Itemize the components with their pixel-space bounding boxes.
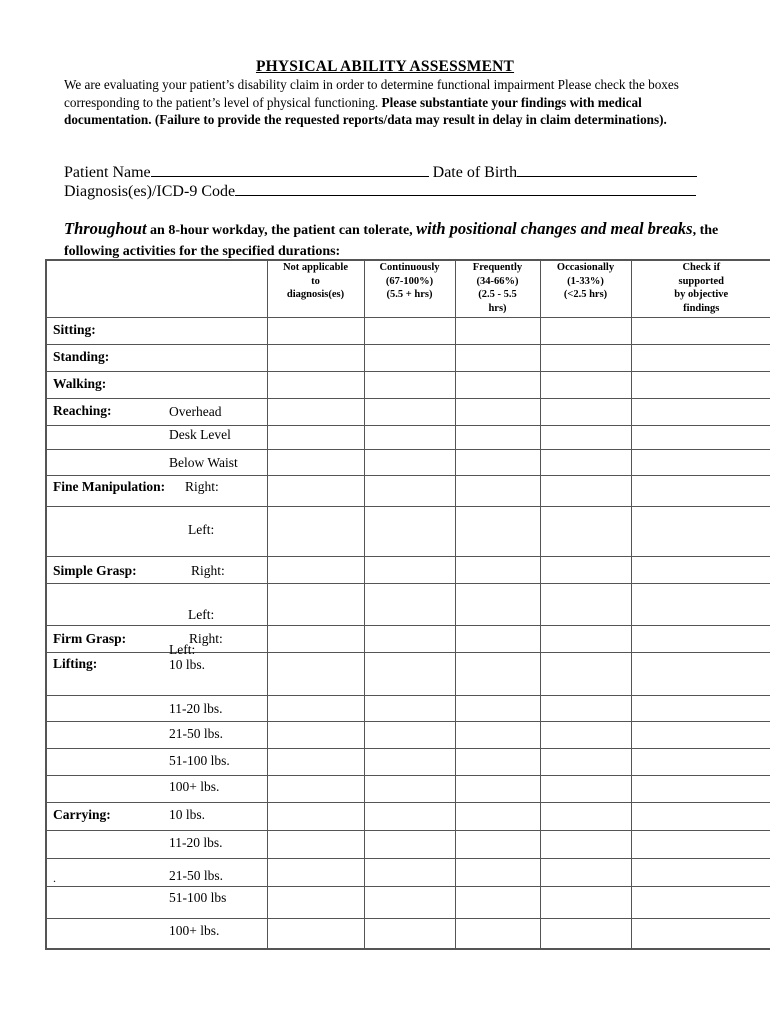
checkbox-cell-continuously[interactable] <box>364 583 455 625</box>
activity-sub-label: 21-50 lbs. <box>169 867 223 883</box>
checkbox-cell-frequently[interactable] <box>455 830 540 858</box>
checkbox-cell-not-applicable[interactable] <box>267 721 364 748</box>
col-header-line: (<2.5 hrs) <box>563 289 608 300</box>
activity-sub-label: Desk Level <box>169 426 231 442</box>
lead-throughout: Throughout <box>64 219 147 238</box>
checkbox-cell-occasionally[interactable] <box>540 652 631 695</box>
checkbox-cell-objective-findings[interactable] <box>631 721 770 748</box>
diagnosis-field[interactable] <box>235 181 696 196</box>
checkbox-cell-frequently[interactable] <box>455 625 540 652</box>
activity-label: Fine Manipulation: <box>53 478 166 494</box>
activity-label: Carrying: <box>53 806 111 822</box>
activity-sub-label: 51-100 lbs <box>169 889 227 905</box>
checkbox-cell-occasionally[interactable] <box>540 918 631 949</box>
checkbox-cell-continuously[interactable] <box>364 830 455 858</box>
checkbox-cell-objective-findings[interactable] <box>631 918 770 949</box>
checkbox-cell-not-applicable[interactable] <box>267 802 364 830</box>
checkbox-cell-occasionally[interactable] <box>540 625 631 652</box>
checkbox-cell-objective-findings[interactable] <box>631 748 770 775</box>
activity-sub-label: Below Waist <box>169 454 238 470</box>
checkbox-cell-not-applicable[interactable] <box>267 371 364 398</box>
col-header-line: (2.5 - 5.5 <box>478 289 517 300</box>
checkbox-cell-not-applicable[interactable] <box>267 506 364 556</box>
checkbox-cell-continuously[interactable] <box>364 425 455 449</box>
activity-table <box>45 259 770 950</box>
checkbox-cell-not-applicable[interactable] <box>267 775 364 802</box>
table-row <box>46 475 770 506</box>
checkbox-cell-frequently[interactable] <box>455 583 540 625</box>
activity-sub-label: 10 lbs. <box>169 806 206 822</box>
table-row <box>46 317 770 344</box>
col-header-not-applicable <box>267 260 364 317</box>
table-row <box>46 775 770 802</box>
intro-bold-text: Please substantiate your findings with medical documentation. (Failure to provide the requested reports/data may result in delay in claim determinations). <box>64 94 667 127</box>
checkbox-cell-continuously[interactable] <box>364 695 455 721</box>
checkbox-cell-not-applicable[interactable] <box>267 583 364 625</box>
checkbox-cell-frequently[interactable] <box>455 858 540 886</box>
patient-name-field[interactable] <box>151 162 429 177</box>
activity-label: Lifting: <box>53 655 98 671</box>
row-label-cell <box>46 858 267 886</box>
col-header-line: to <box>311 275 320 287</box>
checkbox-cell-objective-findings[interactable] <box>631 802 770 830</box>
col-header-line: by objective <box>674 289 729 300</box>
checkbox-cell-continuously[interactable] <box>364 371 455 398</box>
table-row <box>46 695 770 721</box>
checkbox-cell-objective-findings[interactable] <box>631 449 770 475</box>
form-title: PHYSICAL ABILITY ASSESSMENT <box>255 58 515 75</box>
checkbox-cell-frequently[interactable] <box>455 775 540 802</box>
activity-sub-label: Overhead <box>169 403 222 419</box>
checkbox-cell-continuously[interactable] <box>364 449 455 475</box>
checkbox-cell-occasionally[interactable] <box>540 425 631 449</box>
activity-label: Sitting: <box>53 321 96 337</box>
checkbox-cell-frequently[interactable] <box>455 344 540 371</box>
checkbox-cell-occasionally[interactable] <box>540 858 631 886</box>
table-row <box>46 425 770 449</box>
activity-sub-label: Right: <box>191 562 225 578</box>
table-row <box>46 625 770 652</box>
checkbox-cell-frequently[interactable] <box>455 398 540 425</box>
row-label-cell <box>46 695 267 721</box>
checkbox-cell-objective-findings[interactable] <box>631 425 770 449</box>
checkbox-cell-occasionally[interactable] <box>540 830 631 858</box>
col-header-line: Check if <box>682 262 721 273</box>
intro-paragraph <box>64 76 714 129</box>
checkbox-cell-occasionally[interactable] <box>540 506 631 556</box>
checkbox-cell-occasionally[interactable] <box>540 371 631 398</box>
activity-label: Walking: <box>53 375 107 391</box>
row-label-cell <box>46 425 267 449</box>
checkbox-cell-frequently[interactable] <box>455 556 540 583</box>
checkbox-cell-objective-findings[interactable] <box>631 475 770 506</box>
row-label-cell <box>46 721 267 748</box>
col-header-line: diagnosis(es) <box>286 289 345 300</box>
diagnosis-label: Diagnosis(es)/ICD-9 Code <box>64 183 236 200</box>
col-header-line: (1-33%) <box>567 275 604 287</box>
row-label-cell <box>46 748 267 775</box>
checkbox-cell-occasionally[interactable] <box>540 475 631 506</box>
checkbox-cell-occasionally[interactable] <box>540 317 631 344</box>
row-label-cell <box>46 371 267 398</box>
col-header-objective-findings <box>631 260 770 317</box>
activity-sub-label: Left: <box>169 641 196 657</box>
table-row <box>46 652 770 695</box>
checkbox-cell-frequently[interactable] <box>455 918 540 949</box>
col-header-occasionally <box>540 260 631 317</box>
row-label-cell <box>46 830 267 858</box>
row-label-cell <box>46 449 267 475</box>
table-row <box>46 858 770 886</box>
checkbox-cell-frequently[interactable] <box>455 425 540 449</box>
table-row <box>46 506 770 556</box>
patient-name-row <box>64 162 697 182</box>
header-blank-cell <box>46 260 267 317</box>
checkbox-cell-not-applicable[interactable] <box>267 918 364 949</box>
activity-sub-label: Right: <box>185 478 219 494</box>
row-label-cell <box>46 583 267 625</box>
checkbox-cell-occasionally[interactable] <box>540 398 631 425</box>
checkbox-cell-occasionally[interactable] <box>540 449 631 475</box>
checkbox-cell-objective-findings[interactable] <box>631 858 770 886</box>
activity-sub-label: 11-20 lbs. <box>169 700 223 716</box>
table-row <box>46 918 770 949</box>
checkbox-cell-occasionally[interactable] <box>540 556 631 583</box>
checkbox-cell-frequently[interactable] <box>455 721 540 748</box>
intro-plain-text: We are evaluating your patient’s disability claim in order to determine functional impairment Please check the boxes corresponding to the patient’s level of physical functioning. <box>64 77 679 110</box>
activity-label: Standing: <box>53 348 110 364</box>
checkbox-cell-frequently[interactable] <box>455 506 540 556</box>
col-header-line: Not applicable <box>282 262 349 273</box>
checkbox-cell-continuously[interactable] <box>364 344 455 371</box>
row-label-cell <box>46 775 267 802</box>
activity-label: Reaching: <box>53 402 112 418</box>
checkbox-cell-objective-findings[interactable] <box>631 506 770 556</box>
table-row <box>46 721 770 748</box>
activity-sub-label: 100+ lbs. <box>169 778 220 794</box>
checkbox-cell-not-applicable[interactable] <box>267 695 364 721</box>
checkbox-cell-objective-findings[interactable] <box>631 583 770 625</box>
checkbox-cell-occasionally[interactable] <box>540 775 631 802</box>
activity-label: Firm Grasp: <box>53 630 127 646</box>
checkbox-cell-continuously[interactable] <box>364 775 455 802</box>
col-header-line: Continuously <box>379 262 440 273</box>
table-row <box>46 344 770 371</box>
checkbox-cell-frequently[interactable] <box>455 886 540 918</box>
checkbox-cell-objective-findings[interactable] <box>631 317 770 344</box>
checkbox-cell-continuously[interactable] <box>364 398 455 425</box>
checkbox-cell-occasionally[interactable] <box>540 802 631 830</box>
row-label-cell <box>46 475 267 506</box>
checkbox-cell-occasionally[interactable] <box>540 748 631 775</box>
table-row <box>46 556 770 583</box>
checkbox-cell-continuously[interactable] <box>364 886 455 918</box>
checkbox-cell-frequently[interactable] <box>455 475 540 506</box>
col-header-continuously <box>364 260 455 317</box>
checkbox-cell-not-applicable[interactable] <box>267 556 364 583</box>
activity-sub-label: 100+ lbs. <box>169 922 220 938</box>
patient-name-label: Patient Name <box>64 164 151 181</box>
checkbox-cell-objective-findings[interactable] <box>631 344 770 371</box>
col-header-line: findings <box>683 302 720 314</box>
row-label-cell <box>46 556 267 583</box>
activity-sub-label: 10 lbs. <box>169 656 206 672</box>
checkbox-cell-not-applicable[interactable] <box>267 449 364 475</box>
row-label-cell <box>46 918 267 949</box>
row-label-cell <box>46 344 267 371</box>
checkbox-cell-objective-findings[interactable] <box>631 886 770 918</box>
col-header-line: supported <box>678 275 724 287</box>
table-row <box>46 886 770 918</box>
checkbox-cell-not-applicable[interactable] <box>267 886 364 918</box>
activity-sub-label: 11-20 lbs. <box>169 834 223 850</box>
checkbox-cell-objective-findings[interactable] <box>631 830 770 858</box>
checkbox-cell-continuously[interactable] <box>364 475 455 506</box>
checkbox-cell-objective-findings[interactable] <box>631 775 770 802</box>
table-row <box>46 830 770 858</box>
col-header-line: (34-66%) <box>476 275 519 287</box>
lead-text-2: , the following activities for the specified durations: <box>64 223 719 259</box>
activity-sub-label: 51-100 lbs. <box>169 752 230 768</box>
checkbox-cell-continuously[interactable] <box>364 918 455 949</box>
checkbox-cell-not-applicable[interactable] <box>267 625 364 652</box>
checkbox-cell-continuously[interactable] <box>364 556 455 583</box>
checkbox-cell-frequently[interactable] <box>455 695 540 721</box>
table-body <box>46 317 770 949</box>
table-row <box>46 371 770 398</box>
checkbox-cell-continuously[interactable] <box>364 748 455 775</box>
stray-mark: . <box>53 870 56 885</box>
lead-positional: with positional changes and meal breaks <box>416 219 693 238</box>
checkbox-cell-frequently[interactable] <box>455 371 540 398</box>
col-header-line: hrs) <box>488 302 507 314</box>
activity-sub-label: Left: <box>188 606 215 622</box>
lead-text-1: an 8-hour workday, the patient can tolerate, <box>146 223 417 238</box>
table-row <box>46 398 770 425</box>
dob-field[interactable] <box>517 162 697 177</box>
checkbox-cell-objective-findings[interactable] <box>631 556 770 583</box>
col-header-line: (67-100%) <box>385 275 434 287</box>
checkbox-cell-not-applicable[interactable] <box>267 748 364 775</box>
checkbox-cell-frequently[interactable] <box>455 449 540 475</box>
checkbox-cell-continuously[interactable] <box>364 652 455 695</box>
activity-sub-label: 21-50 lbs. <box>169 725 223 741</box>
checkbox-cell-frequently[interactable] <box>455 652 540 695</box>
checkbox-cell-continuously[interactable] <box>364 506 455 556</box>
instructions-lead <box>64 218 724 262</box>
checkbox-cell-not-applicable[interactable] <box>267 475 364 506</box>
checkbox-cell-not-applicable[interactable] <box>267 317 364 344</box>
checkbox-cell-occasionally[interactable] <box>540 583 631 625</box>
row-label-cell <box>46 641 267 695</box>
activity-sub-label: Left: <box>188 521 215 537</box>
activity-sub-label: Right: <box>189 630 223 646</box>
checkbox-cell-not-applicable[interactable] <box>267 652 364 695</box>
checkbox-cell-objective-findings[interactable] <box>631 625 770 652</box>
row-label-cell <box>46 398 267 425</box>
checkbox-cell-occasionally[interactable] <box>540 344 631 371</box>
table-row <box>46 583 770 625</box>
col-header-line: Frequently <box>472 262 523 273</box>
checkbox-cell-continuously[interactable] <box>364 858 455 886</box>
checkbox-cell-not-applicable[interactable] <box>267 344 364 371</box>
checkbox-cell-objective-findings[interactable] <box>631 695 770 721</box>
checkbox-cell-occasionally[interactable] <box>540 721 631 748</box>
row-label-cell <box>46 506 267 556</box>
row-label-cell <box>46 317 267 344</box>
checkbox-cell-occasionally[interactable] <box>540 695 631 721</box>
row-label-cell <box>46 625 267 652</box>
checkbox-cell-not-applicable[interactable] <box>267 830 364 858</box>
row-label-cell <box>46 802 267 830</box>
table-row <box>46 748 770 775</box>
checkbox-cell-frequently[interactable] <box>455 802 540 830</box>
col-header-line: Occasionally <box>556 262 615 273</box>
dob-label: Date of Birth <box>432 164 518 181</box>
checkbox-cell-frequently[interactable] <box>455 317 540 344</box>
checkbox-cell-continuously[interactable] <box>364 802 455 830</box>
checkbox-cell-objective-findings[interactable] <box>631 371 770 398</box>
checkbox-cell-occasionally[interactable] <box>540 886 631 918</box>
diagnosis-row <box>64 181 696 201</box>
checkbox-cell-objective-findings[interactable] <box>631 652 770 695</box>
checkbox-cell-frequently[interactable] <box>455 748 540 775</box>
checkbox-cell-continuously[interactable] <box>364 625 455 652</box>
checkbox-cell-objective-findings[interactable] <box>631 398 770 425</box>
checkbox-cell-not-applicable[interactable] <box>267 398 364 425</box>
activity-label: Simple Grasp: <box>53 562 137 578</box>
table-row <box>46 802 770 830</box>
checkbox-cell-continuously[interactable] <box>364 721 455 748</box>
table-row <box>46 449 770 475</box>
checkbox-cell-not-applicable[interactable] <box>267 858 364 886</box>
checkbox-cell-not-applicable[interactable] <box>267 425 364 449</box>
table-header-row <box>46 260 770 317</box>
col-header-frequently <box>455 260 540 317</box>
col-header-line: (5.5 + hrs) <box>386 289 433 300</box>
checkbox-cell-continuously[interactable] <box>364 317 455 344</box>
